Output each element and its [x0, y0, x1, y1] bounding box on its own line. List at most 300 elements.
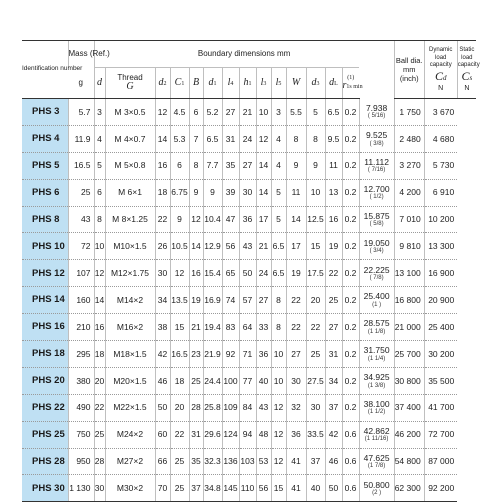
cell-cs: 20 900 [424, 287, 457, 314]
cell-rs: 0.2 [342, 367, 359, 394]
cell-c1: 6 [170, 152, 189, 179]
cell-cs: 16 900 [424, 260, 457, 287]
cell-cd: 13 100 [394, 260, 424, 287]
header-h1: h1 [239, 68, 256, 99]
cell-w: 14 [286, 206, 306, 233]
cell-cs: 25 400 [424, 314, 457, 341]
cell-d2: 34 [155, 287, 170, 314]
cell-cs: 92 200 [424, 475, 457, 502]
cell-l4: 27 [222, 99, 239, 126]
ball-dia-inch: ( 3/4) [369, 248, 384, 255]
cell-ball-dia [359, 421, 394, 448]
cell-h1: 64 [239, 314, 256, 341]
cell-l5: 8 [271, 314, 286, 341]
cell-l3: 10 [256, 99, 271, 126]
spec-table-container [22, 40, 480, 502]
cell-d: 18 [94, 341, 105, 368]
cell-ball-dia [359, 99, 394, 126]
cell-h1: 43 [239, 233, 256, 260]
cell-l5: 12 [271, 421, 286, 448]
ball-dia-mm: 19.050 [363, 237, 390, 248]
cell-d3: 8 [306, 125, 325, 152]
cell-id: PHS 8 [22, 206, 68, 233]
cell-ball-dia [359, 233, 394, 260]
cell-mass: 107 [68, 260, 94, 287]
cell-b: 21 [189, 314, 203, 341]
cell-l4: 39 [222, 179, 239, 206]
ball-dia-inch: ( 7/8) [369, 275, 384, 282]
header-l3: l3 [256, 68, 271, 99]
cell-id: PHS 25 [22, 421, 68, 448]
cell-h1: 21 [239, 99, 256, 126]
cell-l4: 100 [222, 367, 239, 394]
cell-b: 35 [189, 448, 203, 475]
spec-table-body [22, 99, 476, 502]
ball-dia-inch: (1 3/8) [367, 382, 386, 389]
cell-d2: 60 [155, 421, 170, 448]
cell-d: 4 [94, 125, 105, 152]
cell-thread: M 4×0.7 [105, 125, 155, 152]
cell-h1: 30 [239, 179, 256, 206]
header-d3: d3 [306, 68, 325, 99]
cell-dl: 25 [325, 287, 342, 314]
cell-rs: 0.2 [342, 206, 359, 233]
ball-dia-inch: ( 3/8) [369, 140, 384, 147]
header-dynamic-load: Dynamic load capacity Cd N [424, 41, 457, 99]
cell-thread: M22×1.5 [105, 394, 155, 421]
cell-thread: M10×1.5 [105, 233, 155, 260]
header-c1: C1 [170, 68, 189, 99]
cell-id: PHS 3 [22, 99, 68, 126]
header-static-load: Static load capacity Cs N [457, 41, 476, 99]
table-row [22, 475, 476, 502]
cell-w: 36 [286, 421, 306, 448]
cell-dl: 9.5 [325, 125, 342, 152]
ball-dia-mm: 11.112 [364, 156, 389, 167]
cell-h1: 36 [239, 206, 256, 233]
cell-rs: 0.6 [342, 448, 359, 475]
cell-c1: 9 [170, 206, 189, 233]
cell-d1: 34.8 [203, 475, 222, 502]
cell-w: 27 [286, 341, 306, 368]
cell-mass: 11.9 [68, 125, 94, 152]
cell-w: 8 [286, 125, 306, 152]
cell-rs: 0.2 [342, 394, 359, 421]
cell-d3: 12.5 [306, 206, 325, 233]
header-boundary-dimensions: Boundary dimensions mm [94, 41, 394, 68]
cell-cd: 30 800 [394, 367, 424, 394]
header-l5: l5 [271, 68, 286, 99]
cell-w: 41 [286, 448, 306, 475]
cell-l5: 5 [271, 206, 286, 233]
cell-c1: 6.75 [170, 179, 189, 206]
cell-cs: 10 200 [424, 206, 457, 233]
table-row [22, 448, 476, 475]
cell-ball-dia [359, 125, 394, 152]
cell-l3: 36 [256, 341, 271, 368]
ball-dia-mm: 38.100 [363, 398, 390, 409]
cell-w: 41 [286, 475, 306, 502]
ball-dia-inch: ( 5/16) [367, 113, 386, 120]
cell-rs: 0.2 [342, 341, 359, 368]
cell-cs: 4 680 [424, 125, 457, 152]
cell-c1: 10.5 [170, 233, 189, 260]
cell-d: 10 [94, 233, 105, 260]
cell-cd: 62 300 [394, 475, 424, 502]
ball-dia-mm: 22.225 [363, 264, 390, 275]
cell-l5: 10 [271, 341, 286, 368]
cell-cs: 87 000 [424, 448, 457, 475]
cell-thread: M24×2 [105, 421, 155, 448]
cell-mass: 950 [68, 448, 94, 475]
ball-dia-inch: (1 ) [372, 301, 382, 308]
cell-cs: 6 910 [424, 179, 457, 206]
cell-d3: 22 [306, 314, 325, 341]
cell-d2: 12 [155, 99, 170, 126]
cell-b: 7 [189, 125, 203, 152]
cell-rs: 0.2 [342, 152, 359, 179]
cell-thread: M 6×1 [105, 179, 155, 206]
cell-rs: 0.6 [342, 475, 359, 502]
cell-l4: 31 [222, 125, 239, 152]
cell-ball-dia [359, 394, 394, 421]
cell-ball-dia [359, 206, 394, 233]
cell-l4: 47 [222, 206, 239, 233]
cell-d1: 29.6 [203, 421, 222, 448]
cell-d2: 42 [155, 341, 170, 368]
cell-d1: 5.2 [203, 99, 222, 126]
ball-dia-inch: (1 1/4) [367, 355, 386, 362]
cell-h1: 110 [239, 475, 256, 502]
cell-ball-dia [359, 179, 394, 206]
cell-d1: 25.8 [203, 394, 222, 421]
cell-h1: 84 [239, 394, 256, 421]
cell-d: 28 [94, 448, 105, 475]
cell-thread: M14×2 [105, 287, 155, 314]
cell-id: PHS 16 [22, 314, 68, 341]
cell-d2: 26 [155, 233, 170, 260]
ball-dia-mm: 25.400 [363, 291, 390, 302]
ball-dia-mm: 7.938 [365, 102, 388, 113]
cell-mass: 490 [68, 394, 94, 421]
ball-dia-inch: ( 1/2) [369, 194, 384, 201]
cell-h1: 57 [239, 287, 256, 314]
cell-rs: 0.2 [342, 233, 359, 260]
header-b: B [189, 68, 203, 99]
cell-d3: 37 [306, 448, 325, 475]
cell-l3: 12 [256, 125, 271, 152]
cell-cd: 2 480 [394, 125, 424, 152]
cell-d1: 16.9 [203, 287, 222, 314]
table-row [22, 152, 476, 179]
cell-id: PHS 20 [22, 367, 68, 394]
cell-l4: 56 [222, 233, 239, 260]
header-d2: d2 [155, 68, 170, 99]
table-row [22, 179, 476, 206]
cell-w: 22 [286, 314, 306, 341]
cell-h1: 94 [239, 421, 256, 448]
cell-b: 16 [189, 260, 203, 287]
cell-l4: 145 [222, 475, 239, 502]
cell-dl: 50 [325, 475, 342, 502]
cell-d: 25 [94, 421, 105, 448]
cell-l5: 15 [271, 475, 286, 502]
cell-d1: 15.4 [203, 260, 222, 287]
cell-mass: 160 [68, 287, 94, 314]
cell-w: 30 [286, 367, 306, 394]
cell-l4: 83 [222, 314, 239, 341]
cell-w: 22 [286, 287, 306, 314]
cell-mass: 43 [68, 206, 94, 233]
cell-mass: 1 130 [68, 475, 94, 502]
cell-b: 31 [189, 421, 203, 448]
cell-cd: 4 200 [394, 179, 424, 206]
cell-mass: 25 [68, 179, 94, 206]
cell-mass: 5.7 [68, 99, 94, 126]
cell-d3: 10 [306, 179, 325, 206]
cell-d1: 24.4 [203, 367, 222, 394]
ball-dia-inch: ( 7/16) [367, 167, 386, 174]
ball-dia-inch: (1 1/2) [367, 409, 386, 416]
header-identification-number: Identification number [22, 41, 68, 99]
cell-c1: 16.5 [170, 341, 189, 368]
cell-id: PHS 10 [22, 233, 68, 260]
cell-b: 25 [189, 367, 203, 394]
cell-c1: 20 [170, 394, 189, 421]
cell-w: 11 [286, 179, 306, 206]
ball-dia-mm: 28.575 [363, 318, 390, 329]
cell-rs: 0.2 [342, 287, 359, 314]
cell-l3: 14 [256, 179, 271, 206]
cell-mass: 72 [68, 233, 94, 260]
header-l4: l4 [222, 68, 239, 99]
cell-d: 6 [94, 179, 105, 206]
cell-ball-dia [359, 475, 394, 502]
cell-dl: 19 [325, 233, 342, 260]
cell-h1: 77 [239, 367, 256, 394]
table-row [22, 394, 476, 421]
cell-d1: 9 [203, 179, 222, 206]
table-row [22, 287, 476, 314]
cell-ball-dia [359, 314, 394, 341]
header-d1: d1 [203, 68, 222, 99]
cell-id: PHS 28 [22, 448, 68, 475]
cell-l5: 4 [271, 125, 286, 152]
cell-mass: 210 [68, 314, 94, 341]
cell-l3: 14 [256, 152, 271, 179]
cell-thread: M12×1.75 [105, 260, 155, 287]
cell-h1: 103 [239, 448, 256, 475]
cell-id: PHS 18 [22, 341, 68, 368]
cell-w: 9 [286, 152, 306, 179]
cell-thread: M 3×0.5 [105, 99, 155, 126]
cell-l5: 8 [271, 287, 286, 314]
cell-d3: 30 [306, 394, 325, 421]
cell-thread: M27×2 [105, 448, 155, 475]
cell-cs: 3 670 [424, 99, 457, 126]
header-thread: Thread G [105, 68, 155, 99]
cell-dl: 37 [325, 394, 342, 421]
cell-l5: 12 [271, 448, 286, 475]
cell-id: PHS 12 [22, 260, 68, 287]
cell-l4: 74 [222, 287, 239, 314]
cell-l3: 33 [256, 314, 271, 341]
cell-d3: 25 [306, 341, 325, 368]
cell-ball-dia [359, 287, 394, 314]
cell-d2: 30 [155, 260, 170, 287]
cell-b: 8 [189, 152, 203, 179]
cell-cd: 46 200 [394, 421, 424, 448]
cell-d: 5 [94, 152, 105, 179]
cell-l3: 56 [256, 475, 271, 502]
cell-thread: M30×2 [105, 475, 155, 502]
cell-dl: 11 [325, 152, 342, 179]
cell-id: PHS 30 [22, 475, 68, 502]
table-row [22, 260, 476, 287]
header-mass: Mass (Ref.) [68, 41, 94, 68]
cell-ball-dia [359, 341, 394, 368]
ball-dia-mm: 9.525 [365, 130, 388, 141]
cell-c1: 25 [170, 475, 189, 502]
rod-end-spec-table [22, 40, 480, 502]
cell-b: 37 [189, 475, 203, 502]
cell-l4: 136 [222, 448, 239, 475]
cell-d: 22 [94, 394, 105, 421]
ball-dia-mm: 50.800 [363, 479, 390, 490]
cell-ball-dia [359, 367, 394, 394]
cell-l5: 5 [271, 179, 286, 206]
cell-b: 12 [189, 206, 203, 233]
cell-d: 20 [94, 367, 105, 394]
cell-mass: 295 [68, 341, 94, 368]
cell-rs: 0.2 [342, 179, 359, 206]
cell-id: PHS 5 [22, 152, 68, 179]
cell-d1: 6.5 [203, 125, 222, 152]
header-r1s-min: (1) r1s min [342, 68, 359, 99]
ball-dia-mm: 42.862 [363, 425, 390, 436]
cell-cs: 72 700 [424, 421, 457, 448]
ball-dia-mm: 34.925 [363, 372, 390, 383]
cell-h1: 50 [239, 260, 256, 287]
cell-d: 12 [94, 260, 105, 287]
cell-ball-dia [359, 448, 394, 475]
cell-cd: 25 700 [394, 341, 424, 368]
cell-dl: 46 [325, 448, 342, 475]
ball-dia-mm: 12.700 [363, 183, 390, 194]
cell-mass: 16.5 [68, 152, 94, 179]
cell-cs: 35 500 [424, 367, 457, 394]
cell-l3: 17 [256, 206, 271, 233]
table-row [22, 99, 476, 126]
cell-d: 8 [94, 206, 105, 233]
cell-w: 32 [286, 394, 306, 421]
cell-dl: 27 [325, 314, 342, 341]
cell-l3: 43 [256, 394, 271, 421]
ball-dia-mm: 31.750 [363, 345, 390, 356]
cell-b: 28 [189, 394, 203, 421]
cell-cd: 21 000 [394, 314, 424, 341]
cell-l5: 6.5 [271, 260, 286, 287]
cell-d: 3 [94, 99, 105, 126]
cell-rs: 0.2 [342, 125, 359, 152]
cell-d1: 19.4 [203, 314, 222, 341]
ball-dia-inch: ( 5/8) [369, 221, 384, 228]
cell-cs: 30 200 [424, 341, 457, 368]
cell-d2: 66 [155, 448, 170, 475]
cell-d1: 21.9 [203, 341, 222, 368]
cell-d3: 27.5 [306, 367, 325, 394]
table-row [22, 314, 476, 341]
cell-b: 9 [189, 179, 203, 206]
cell-cd: 54 800 [394, 448, 424, 475]
cell-d3: 15 [306, 233, 325, 260]
table-row [22, 341, 476, 368]
cell-d1: 10.4 [203, 206, 222, 233]
cell-d: 16 [94, 314, 105, 341]
cell-l4: 92 [222, 341, 239, 368]
cell-b: 23 [189, 341, 203, 368]
cell-l4: 109 [222, 394, 239, 421]
cell-mass: 750 [68, 421, 94, 448]
cell-l3: 21 [256, 233, 271, 260]
cell-l4: 65 [222, 260, 239, 287]
cell-d2: 38 [155, 314, 170, 341]
cell-dl: 13 [325, 179, 342, 206]
cell-cd: 16 800 [394, 287, 424, 314]
cell-d3: 40 [306, 475, 325, 502]
cell-d2: 16 [155, 152, 170, 179]
cell-b: 6 [189, 99, 203, 126]
cell-h1: 71 [239, 341, 256, 368]
cell-l4: 35 [222, 152, 239, 179]
cell-id: PHS 14 [22, 287, 68, 314]
header-mass-unit: g [68, 68, 94, 99]
ball-dia-inch: (2 ) [372, 490, 382, 497]
cell-l3: 27 [256, 287, 271, 314]
cell-c1: 15 [170, 314, 189, 341]
cell-cd: 7 010 [394, 206, 424, 233]
cell-cd: 37 400 [394, 394, 424, 421]
ball-dia-inch: (1 7/8) [367, 463, 386, 470]
cell-l3: 53 [256, 448, 271, 475]
header-dl: dL [325, 68, 342, 99]
cell-dl: 34 [325, 367, 342, 394]
ball-dia-mm: 15.875 [363, 210, 390, 221]
cell-rs: 0.2 [342, 260, 359, 287]
cell-l3: 24 [256, 260, 271, 287]
cell-l3: 48 [256, 421, 271, 448]
header-d: d [94, 68, 105, 99]
cell-cs: 13 300 [424, 233, 457, 260]
table-row [22, 125, 476, 152]
cell-id: PHS 22 [22, 394, 68, 421]
cell-b: 19 [189, 287, 203, 314]
cell-thread: M 8×1.25 [105, 206, 155, 233]
cell-d3: 9 [306, 152, 325, 179]
cell-dl: 22 [325, 260, 342, 287]
cell-c1: 13.5 [170, 287, 189, 314]
cell-d1: 7.7 [203, 152, 222, 179]
cell-h1: 24 [239, 125, 256, 152]
cell-thread: M20×1.5 [105, 367, 155, 394]
cell-l5: 6.5 [271, 233, 286, 260]
cell-l3: 40 [256, 367, 271, 394]
cell-c1: 25 [170, 448, 189, 475]
cell-d3: 17.5 [306, 260, 325, 287]
cell-rs: 0.2 [342, 99, 359, 126]
cell-l5: 12 [271, 394, 286, 421]
ball-dia-inch: (1 11/16) [364, 436, 389, 443]
